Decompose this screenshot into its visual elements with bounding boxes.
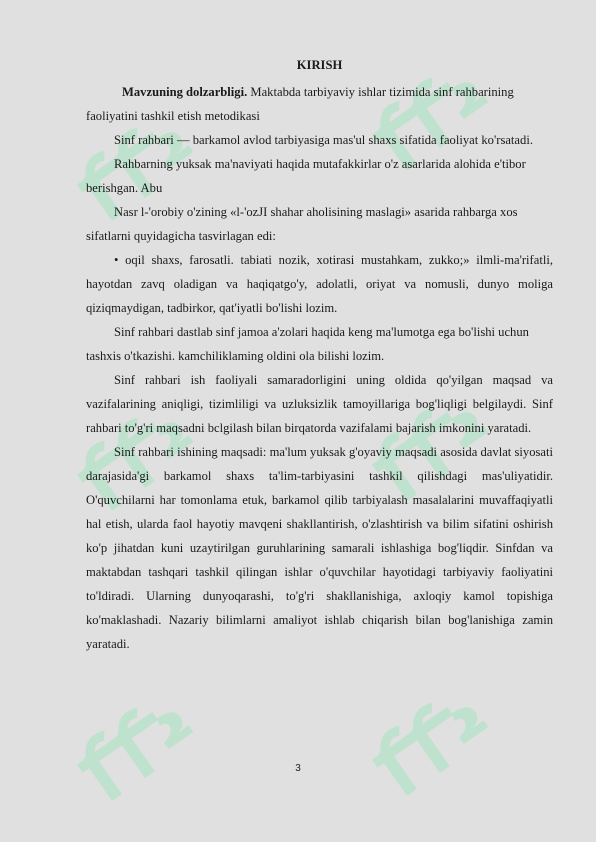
bullet-paragraph: • oqil shaxs, farosatli. tabiati nozik, xotirasi mustahkam, zukko;» ilmli-ma'rifatli, hayotdan zavq oladigan va haqiqatgo'y, adolatli, oriyat va nomusli, dunyo moliga qiziqmaydigan, tadbirkor, qat'iyatli bo'lishi lozim.: [86, 253, 553, 315]
intro-bold-text: Mavzuning dolzarbligi.: [122, 85, 248, 99]
watermark-logo-icon: [365, 685, 515, 795]
document-body: [86, 56, 553, 656]
page-title: KIRISH: [296, 58, 343, 72]
intro-text: Maktabda tarbiyaviy ishlar tizimida sinf rahbarining faoliyatini tashkil etish metodikasi: [86, 85, 514, 123]
paragraph: Sinf rahbari ish faoliyali samaradorligini uning oldida qo'yilgan maqsad va vazifalarining aniqligi, tizimliligi va uzluksizlik tamoyillariga bog'liqligi belgilaydi. Sinf rahbari to'g'ri maqsadni bclgilash bilan birqatorda vazifalami bajarish imkonini yaratadi.: [86, 373, 553, 435]
watermark-logo-icon: [70, 690, 220, 800]
paragraph: Sinf rahbari dastlab sinf jamoa a'zolari haqida keng ma'lumotga ega bo'lishi uchun tashxis o'tkazishi. kamchiliklaming oldini ola bilishi lozim.: [86, 325, 529, 363]
page-number: 3: [295, 763, 301, 774]
intro-paragraph: [86, 80, 553, 128]
paragraph: Rahbarning yuksak ma'naviyati haqida mutafakkirlar o'z asarlarida alohida e'tibor berishgan. Abu: [86, 157, 526, 195]
paragraph: Sinf rahbari — barkamol avlod tarbiyasiga mas'ul shaxs sifatida faoliyat ko'rsatadi.: [114, 133, 533, 147]
paragraph: Sinf rahbari ishining maqsadi: ma'lum yuksak g'oyaviy maqsadi asosida davlat siyosati darajasida'gi barkamol shaxs ta'lim-tarbiyasini tashkil qilishdagi mas'uliyatidir. O'quvchilarni har tomonlama etuk, barkamol qilib tarbiyalash masalalarini muvaffaqiyatli hal etish, ularda faol hayotiy mavqeni shakllantirish, o'zlashtirish va bilim sifatini oshirish ko'p jihatdan kuni uzaytirilgan guruhlarining samarali ishlashiga bog'liqdir. Sinfdan va maktabdan tashqari tashkil qilingan ishlar o'quvchilar hayotidagi tarbiyaviy faoliyatini to'ldiradi. Ularning dunyoqarashi, to'g'ri shakllanishiga, axloqiy kamol topishiga ko'maklashadi. Nazariy bilimlarni amaliyot ishlab chiqarish bilan bog'lanishiga zamin yaratadi.: [86, 445, 553, 651]
paragraph: Nasr l-'orobiy o'zining «l-'ozJI shahar aholisining maslagi» asarida rahbarga xos sifatlarni quyidagicha tasvirlagan edi:: [86, 205, 518, 243]
